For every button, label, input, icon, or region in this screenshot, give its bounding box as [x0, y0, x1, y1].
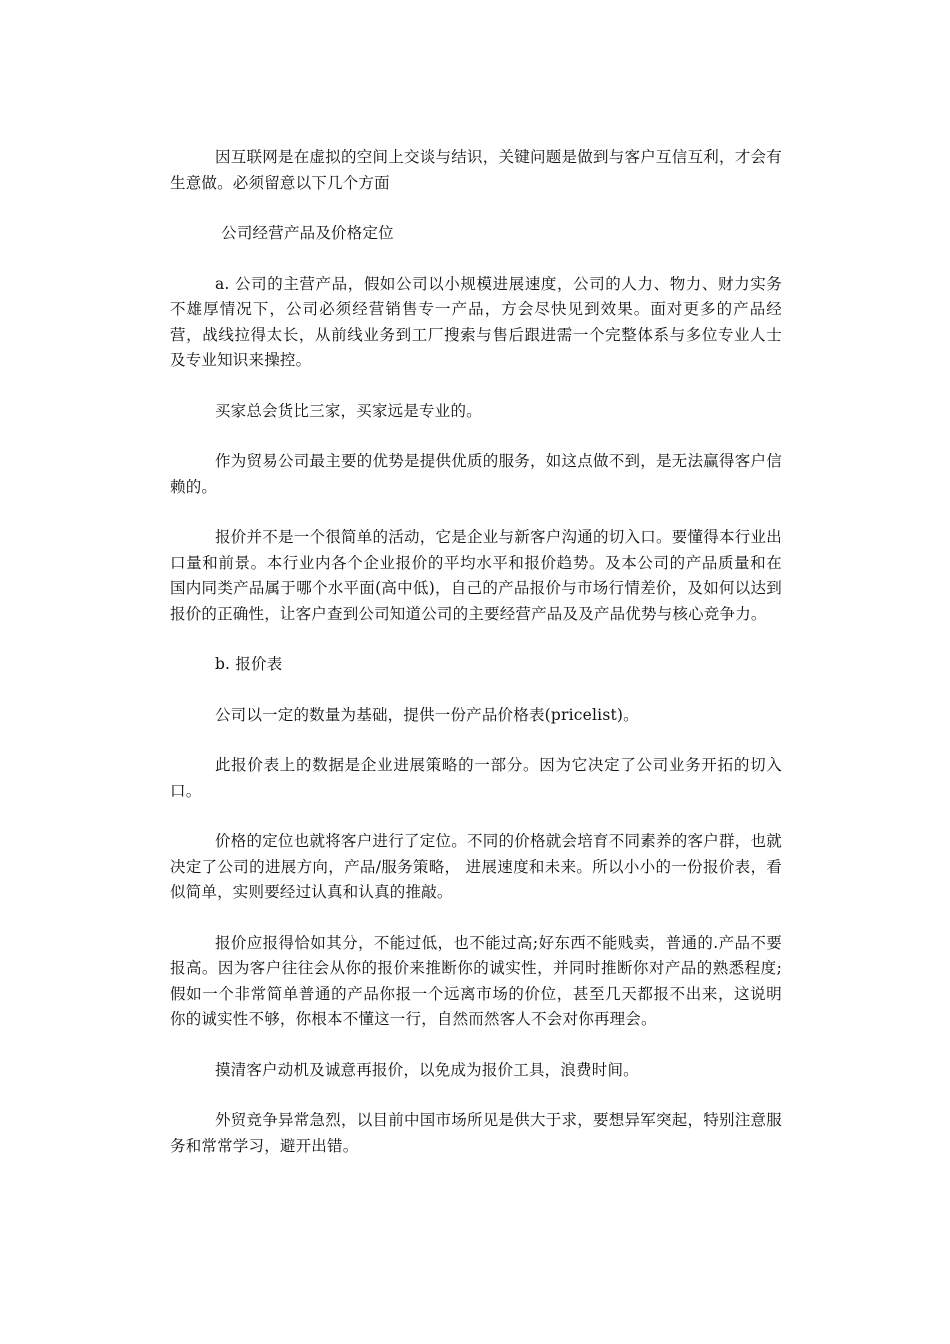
- section-heading: 公司经营产品及价格定位: [221, 224, 394, 242]
- document-body: [170, 145, 782, 1184]
- paragraph-strategy: 此报价表上的数据是企业进展策略的一部分。因为它决定了公司业务开拓的切入口。: [170, 756, 782, 800]
- paragraph-main-product: a. 公司的主营产品，假如公司以小规模进展速度，公司的人力、物力、财力实务不雄厚情况下，公司必须经营销售专一产品，方会尽快见到效果。面对更多的产品经营，战线拉得太长，从前线业务到工厂搜索与售后跟进需一个完整体系与多位专业人士及专业知识来操控。: [170, 274, 782, 369]
- paragraph-service: 作为贸易公司最主要的优势是提供优质的服务，如这点做不到，是无法赢得客户信赖的。: [170, 452, 782, 496]
- paragraph-competition: 外贸竞争异常急烈，以目前中国市场所见是供大于求，要想异军突起，特别注意服务和常常学习，避开出错。: [170, 1111, 782, 1155]
- paragraph-quotation: 报价并不是一个很简单的活动，它是企业与新客户沟通的切入口。要懂得本行业出口量和前景。本行业内各个企业报价的平均水平和报价趋势。及本公司的产品质量和在国内同类产品属于哪个水平面(高中低)，自己的产品报价与市场行情差价，及如何以达到报价的正确性，让客户查到公司知道公司的主要经营产品及及产品优势与核心竞争力。: [170, 528, 782, 623]
- paragraph-price-list: 公司以一定的数量为基础，提供一份产品价格表(pricelist)。: [214, 705, 639, 724]
- paragraph-buyers: 买家总会货比三家，买家远是专业的。: [214, 401, 482, 420]
- subheading-price-list: b. 报价表: [214, 655, 283, 673]
- intro-paragraph: 因互联网是在虚拟的空间上交谈与结识，关键问题是做到与客户互信互利，才会有生意做。必须留意以下几个方面: [170, 148, 782, 192]
- paragraph-motivation: 摸清客户动机及诚意再报价，以免成为报价工具，浪费时间。: [214, 1060, 639, 1079]
- paragraph-positioning: 价格的定位也就将客户进行了定位。不同的价格就会培育不同素养的客户群，也就决定了公司的进展方向，产品/服务策略， 进展速度和未来。所以小小的一份报价表，看似简单，实则要经过认真和认真的推敲。: [170, 832, 782, 901]
- paragraph-pricing-advice: 报价应报得恰如其分，不能过低，也不能过高;好东西不能贱卖，普通的.产品不要报高。因为客户往往会从你的报价来推断你的诚实性，并同时推断你对产品的熟悉程度;假如一个非常简单普通的产品你报一个远离市场的价位，甚至几天都报不出来，这说明你的诚实性不够，你根本不懂这一行，自然而然客人不会对你再理会。: [170, 933, 782, 1028]
